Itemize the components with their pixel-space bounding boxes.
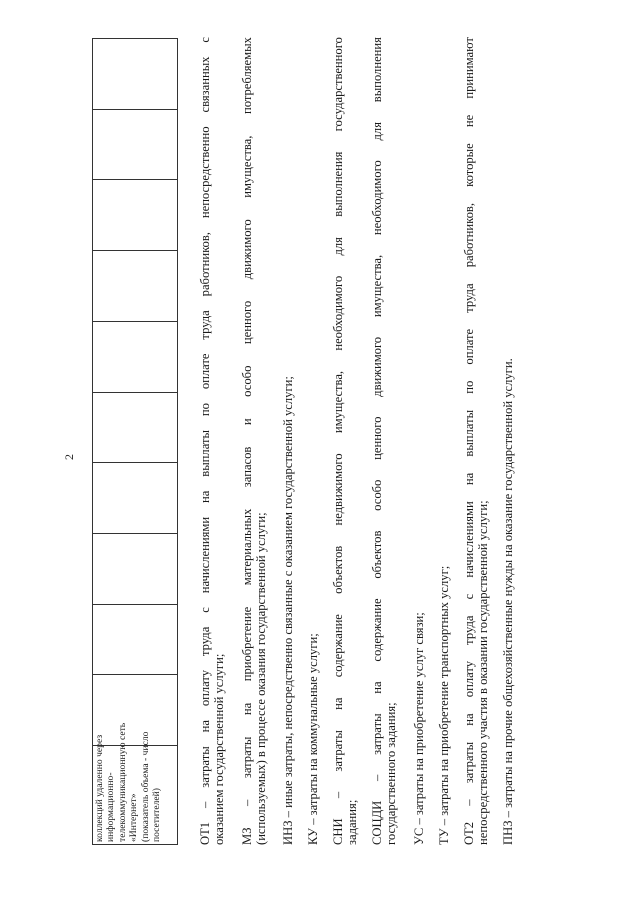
word: содержание	[370, 598, 384, 662]
word: –	[239, 799, 254, 806]
word: по	[198, 403, 212, 417]
label-line: информационно-	[105, 772, 117, 842]
word: государственного	[331, 37, 345, 132]
word: затраты	[461, 741, 476, 784]
word: –	[370, 774, 384, 781]
label-line: посетителей)	[151, 788, 163, 842]
justified-line	[462, 37, 476, 845]
continuation-line: непосредственного участия в оказании государственной услуги;	[475, 500, 490, 845]
definitions-list	[198, 37, 528, 845]
definition-text: ИНЗ – иные затраты, непосредственно связанные с оказанием государственной услуги;	[281, 376, 295, 845]
word: на	[461, 472, 476, 486]
word: на	[331, 697, 345, 710]
word: необходимого	[370, 160, 384, 236]
word: потребляемых	[239, 37, 254, 115]
table-cell	[93, 109, 178, 180]
table-cell	[93, 675, 178, 746]
word: не	[461, 114, 476, 128]
justified-line	[198, 37, 212, 845]
word: имущества,	[239, 135, 254, 198]
word: труда	[198, 626, 212, 656]
word: непосредственно	[198, 126, 212, 219]
word: особо	[239, 365, 254, 397]
table-cell	[93, 604, 178, 675]
word: выполнения	[331, 151, 345, 217]
word: затраты	[331, 730, 345, 772]
table-cell	[93, 533, 178, 604]
word: на	[239, 702, 254, 716]
word: выплаты	[198, 430, 212, 477]
word: выполнения	[370, 37, 384, 103]
definition-text: КУ – затраты на коммунальные услуги;	[306, 633, 320, 845]
word: для	[331, 237, 345, 256]
label-line: «Интернет»	[128, 793, 140, 842]
justified-line	[370, 37, 384, 845]
word: ценного	[370, 416, 384, 460]
word: на	[461, 713, 476, 726]
definition-pnz	[501, 37, 515, 845]
table-cell	[93, 251, 178, 322]
word: труда	[198, 310, 212, 340]
word: СНИ	[331, 818, 345, 845]
word: с	[461, 593, 476, 600]
table-cell	[93, 392, 178, 463]
word: с	[198, 607, 212, 613]
word: движимого	[239, 219, 254, 280]
table-cell	[93, 180, 178, 251]
word: приобретение	[239, 606, 254, 682]
definition-ku	[306, 37, 320, 845]
definition-text: ПНЗ – затраты на прочие общехозяйственные нужды на оказание государственной услуги.	[500, 358, 515, 845]
table-cell	[93, 463, 178, 534]
definition-ot1	[198, 37, 226, 845]
word: работников,	[198, 232, 212, 297]
word: оплату	[461, 660, 476, 698]
word: с	[198, 37, 212, 43]
word: ОТ2	[461, 821, 476, 845]
table-row	[93, 39, 178, 845]
definition-ot2	[462, 37, 490, 845]
word: запасов	[239, 446, 254, 488]
word: недвижимого	[331, 453, 345, 526]
word: на	[198, 490, 212, 503]
label-line: телекоммуникационную сеть	[116, 722, 128, 842]
definition-sni	[331, 37, 359, 845]
definition-text: ТУ – затраты на приобретение транспортных услуг;	[436, 565, 451, 845]
continuation-line: задания;	[345, 799, 359, 845]
word: ценного	[239, 300, 254, 345]
definition-inz	[281, 37, 295, 845]
word: движимого	[370, 336, 384, 397]
continuation-line: оказанием государственной услуги;	[212, 653, 226, 845]
word: начислениями	[461, 501, 476, 578]
word: которые	[461, 143, 476, 187]
word: объектов	[331, 545, 345, 594]
word: –	[198, 801, 212, 808]
page-number: 2	[62, 454, 76, 460]
word: затраты	[198, 746, 212, 788]
word: особо	[370, 479, 384, 511]
word: затраты	[239, 736, 254, 779]
word: и	[239, 418, 254, 426]
justified-line	[240, 37, 254, 845]
word: –	[461, 799, 476, 806]
word: –	[331, 791, 345, 799]
word: объектов	[370, 530, 384, 579]
word: связанных	[198, 56, 212, 113]
word: на	[370, 681, 384, 694]
word: труда	[461, 283, 476, 313]
definition-text: УС – затраты на приобретение услуг связи;	[411, 612, 426, 845]
word: МЗ	[239, 827, 254, 845]
word: для	[370, 122, 384, 141]
word: оплате	[461, 328, 476, 365]
word: оплату	[198, 669, 212, 707]
word: начислениями	[198, 516, 212, 594]
definition-mz	[240, 37, 268, 845]
continuation-line: (используемых) в процессе оказания государственной услуги;	[253, 512, 268, 845]
word: материальных	[239, 508, 254, 586]
word: принимают	[461, 37, 476, 99]
cost-table	[92, 38, 178, 845]
table-cell	[93, 39, 178, 110]
word: имущества,	[331, 370, 345, 434]
definition-soci	[370, 37, 398, 845]
service-label-cell	[93, 722, 178, 845]
word: содержание	[331, 614, 345, 678]
label-line: (показатель объема - число	[139, 731, 151, 842]
word: СОЦДИ	[370, 800, 384, 845]
justified-line	[331, 37, 345, 845]
label-line: коллекций удаленно через	[94, 734, 105, 842]
word: на	[198, 720, 212, 733]
word: необходимого	[331, 275, 345, 351]
word: имущества,	[370, 254, 384, 318]
continuation-line: государственного задания;	[384, 702, 398, 845]
word: по	[461, 380, 476, 394]
word: труда	[461, 615, 476, 645]
word: работников,	[461, 203, 476, 268]
word: оплате	[198, 353, 212, 390]
definition-us	[412, 37, 426, 845]
word: затраты	[370, 713, 384, 755]
definition-tu	[437, 37, 451, 845]
word: выплаты	[461, 409, 476, 457]
word: ОТ1	[198, 821, 212, 845]
table-cell	[93, 321, 178, 392]
